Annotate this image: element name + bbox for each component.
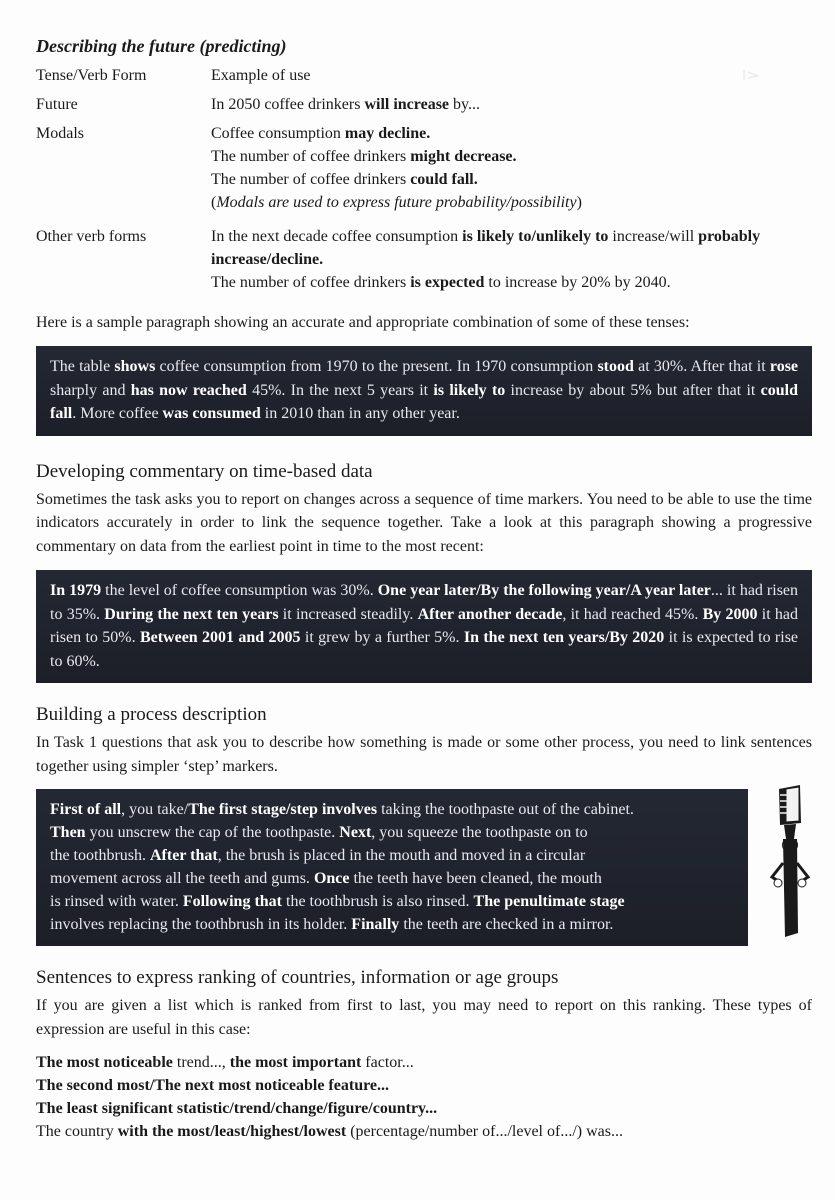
text-run: to increase by 20% by 2040. (484, 274, 671, 291)
text-run: it had risen to 50%. (50, 605, 799, 646)
section-title-future: Describing the future (predicting) (36, 36, 287, 56)
section-title-process: Building a process description (36, 704, 267, 725)
verb-form-table (36, 64, 812, 294)
row-examples (211, 93, 812, 116)
sample-intro: Here is a sample paragraph showing an accurate and appropriate combination of some of these tenses: (36, 314, 690, 331)
text-run: Following that (182, 893, 282, 910)
text-line (36, 1097, 812, 1120)
text-line (211, 271, 812, 294)
text-run: The second most/The next most noticeable feature... (36, 1077, 389, 1094)
textbook-page (36, 34, 812, 1143)
text-run: involves replacing the toothbrush in its holder. (50, 916, 352, 933)
text-run: shows (114, 358, 156, 375)
text-run: the teeth are checked in a mirror. (399, 916, 614, 933)
text-line (36, 1051, 812, 1074)
text-line (211, 168, 812, 191)
ranking-expression-list (36, 1051, 812, 1143)
section-title-time-based: Developing commentary on time-based data (36, 460, 373, 482)
text-run: factor... (361, 1054, 414, 1071)
text-run: During the next ten years (104, 605, 279, 623)
text-run: the level of coffee consumption was 30%. (101, 582, 378, 599)
text-run: In 1979 (50, 582, 102, 599)
text-run: at 30%. After that it (633, 358, 770, 375)
text-run: After that (150, 847, 218, 864)
text-run: taking the toothpaste out of the cabinet. (377, 801, 634, 818)
text-run: The number of coffee drinkers (211, 171, 411, 188)
text-run: may decline. (344, 125, 431, 142)
text-line (211, 225, 812, 271)
text-run: could fall. (410, 171, 478, 188)
text-run: The penultimate stage (473, 893, 625, 910)
text-run: the toothbrush. (50, 847, 150, 864)
text-run: the toothbrush is also rinsed. (282, 893, 474, 910)
table-header-example: Example of use (211, 67, 311, 84)
text-run: After another decade (417, 605, 563, 623)
text-run: Between 2001 and 2005 (139, 629, 301, 646)
text-line (211, 93, 812, 116)
text-line (36, 1074, 812, 1097)
text-line (211, 122, 812, 145)
row-examples (211, 225, 812, 294)
row-label: Future (36, 96, 78, 113)
table-row-other-verb-forms (36, 225, 812, 294)
text-run: Coffee consumption (211, 125, 345, 142)
section-paragraph-process: In Task 1 questions that ask you to describe how something is made or some other process, you need to link sentences together using simpler ‘step’ markers. (36, 734, 812, 775)
text-line (50, 798, 734, 821)
text-run: the teeth have been cleaned, the mouth (349, 870, 602, 887)
text-run: One year later/By the following year/A year later (377, 582, 711, 599)
text-run: ) (576, 194, 582, 211)
text-run: (percentage/number of.../level of.../) was... (346, 1123, 623, 1140)
row-label: Other verb forms (36, 228, 147, 245)
text-run: First of all (50, 801, 122, 818)
table-row-future (36, 93, 812, 116)
section-paragraph-time-based: Sometimes the task asks you to report on changes across a sequence of time markers. You need to be able to use the time indicators accurately in order to link the sequence together. Take a look at this paragraph showing a progressive commentary on data from the earliest point in time to the most recent: (36, 490, 812, 555)
text-run: is expected (410, 274, 485, 291)
text-run: In 2050 coffee drinkers (211, 96, 365, 113)
text-run: will increase (364, 96, 450, 113)
text-run: in 2010 than in any other year. (260, 405, 460, 422)
text-run: increase/will (608, 228, 699, 245)
text-run: it increased steadily. (278, 605, 418, 623)
text-run: , you squeeze the toothpaste on to (371, 824, 588, 841)
text-run: Modals are used to express future probability/possibility (216, 194, 577, 211)
text-run: is likely to (433, 381, 506, 399)
table-header-form: Tense/Verb Form (36, 67, 147, 84)
row-examples (211, 122, 812, 214)
text-run: By 2000 (702, 605, 758, 623)
text-run: could fall (50, 381, 798, 422)
text-run: The first stage/step involves (188, 801, 378, 818)
text-run: stood (597, 358, 634, 375)
text-run: rose (769, 358, 799, 375)
text-run: Finally (351, 916, 400, 933)
text-run: In the next ten years/By 2020 (463, 629, 665, 646)
text-run: 45%. In the next 5 years it (246, 381, 434, 399)
text-run: The least significant statistic/trend/change/figure/country... (36, 1100, 438, 1117)
text-line (211, 145, 812, 168)
text-line (50, 913, 734, 936)
process-example-row (36, 789, 812, 946)
text-run: Once (313, 870, 350, 887)
text-run: you unscrew the cap of the toothpaste. (85, 824, 340, 841)
text-run: the most important (229, 1054, 362, 1071)
text-run: is likely to/unlikely to (462, 228, 609, 245)
text-run: by... (449, 96, 480, 113)
text-run: coffee consumption from 1970 to the present. In 1970 consumption (155, 358, 598, 375)
section-title-ranking: Sentences to express ranking of countries, information or age groups (36, 967, 559, 988)
toothbrush-illustration-icon (770, 783, 810, 939)
text-line (50, 844, 734, 867)
text-run: , the brush is placed in the mouth and moved in a circular (217, 847, 586, 864)
table-row-modals (36, 122, 812, 214)
text-run: The country (36, 1123, 118, 1140)
section-paragraph-ranking: If you are given a list which is ranked from first to last, you may need to report on this ranking. These types of expression are useful in this case: (36, 997, 812, 1038)
text-line (211, 191, 812, 214)
text-run: trend..., (172, 1054, 230, 1071)
text-run: In the next decade coffee consumption (211, 228, 463, 245)
row-label: Modals (36, 125, 84, 142)
text-run: . More coffee (72, 405, 163, 422)
text-run: increase by about 5% but after that it (505, 381, 761, 399)
text-run: Then (50, 824, 86, 841)
scan-artifact-mark-icon (740, 68, 764, 82)
text-run: was consumed (162, 405, 261, 422)
text-run: The number of coffee drinkers (211, 274, 411, 291)
text-run: The table (50, 358, 115, 375)
text-run: ... it had risen to 35%. (50, 582, 799, 623)
text-run: , you take/ (121, 801, 189, 818)
sample-paragraph-box-process (36, 789, 748, 946)
text-run: with the most/least/highest/lowest (117, 1123, 347, 1140)
text-line (36, 1120, 812, 1143)
text-line (50, 821, 734, 844)
text-run: sharply and (50, 381, 131, 399)
table-header-row (36, 64, 812, 87)
text-run: , it had reached 45%. (562, 605, 703, 623)
text-run: it grew by a further 5%. (300, 629, 464, 646)
text-line (50, 867, 734, 890)
text-run: movement across all the teeth and gums. (50, 870, 314, 887)
sample-paragraph-box-time (36, 570, 812, 683)
text-run: might decrease. (410, 148, 517, 165)
text-run: The number of coffee drinkers (211, 148, 411, 165)
text-run: The most noticeable (36, 1054, 173, 1071)
text-run: Next (339, 824, 372, 841)
sample-paragraph-box-tenses (36, 346, 812, 436)
text-run: ( (211, 194, 217, 211)
text-line (50, 890, 734, 913)
text-run: it is expected to rise to 60%. (50, 629, 799, 670)
text-run: probably increase/decline. (211, 228, 761, 268)
text-run: has now reached (130, 381, 247, 399)
text-run: is rinsed with water. (50, 893, 183, 910)
